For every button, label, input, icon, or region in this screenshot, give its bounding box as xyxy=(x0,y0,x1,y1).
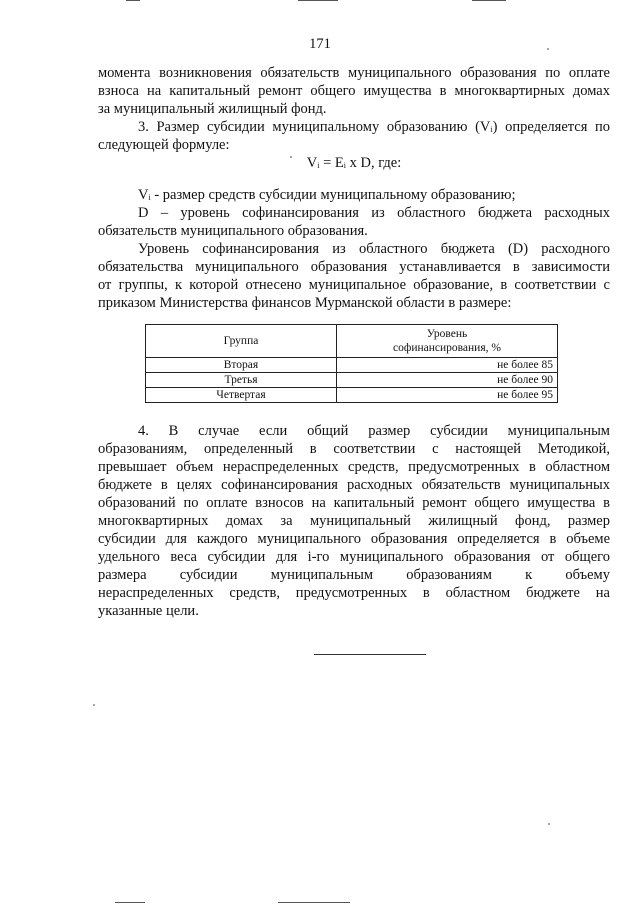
scan-speck xyxy=(290,156,292,158)
paragraph-4-line-8: удельного веса субсидии для i-го муниципального образования от общего xyxy=(98,549,610,565)
paragraph-4-line-11: указанные цели. xyxy=(98,603,199,619)
definition-d-line-1: D – уровень софинансирования из областного бюджета расходных xyxy=(138,205,610,221)
scan-speck xyxy=(547,48,549,50)
paragraph-4-line-3: превышает объем нераспределенных средств, предусмотренных в областном xyxy=(98,459,610,475)
paragraph-4-line-4: бюджете в целях софинансирования расходных обязательств муниципальных xyxy=(98,477,610,493)
scan-artifact-top-left xyxy=(126,0,140,1)
definition-d-line-2: обязательств муниципального образования. xyxy=(98,223,368,239)
paragraph-2-line-2: следующей формуле: xyxy=(98,137,230,153)
header-group: Группа xyxy=(146,325,337,358)
scan-artifact-top-center xyxy=(298,0,338,1)
header-level: Уровень софинансирования, % xyxy=(337,325,558,358)
cell-level: не более 90 xyxy=(337,373,558,388)
paragraph-4-line-5: образований по оплате взносов на капитальный ремонт общего имущества в xyxy=(98,495,610,511)
formula: $V_i = E_i$ x D, где: xyxy=(306,155,402,171)
cell-level: не более 95 xyxy=(337,388,558,403)
paragraph-4-line-2: образованиям, определенный в соответствии с настоящей Методикой, xyxy=(98,441,610,457)
table-row xyxy=(146,373,558,388)
scan-artifact-bottom-center xyxy=(278,902,350,903)
paragraph-4-line-7: субсидии для каждого муниципального образования определяется в объеме xyxy=(98,531,610,547)
paragraph-3-line-2: обязательства муниципального образования устанавливается в зависимости xyxy=(98,259,610,275)
paragraph-1-line-2: взноса на капитальный ремонт общего имущества в многоквартирных домах xyxy=(98,83,610,99)
paragraph-4-line-9: размера субсидии муниципальным образованиям к объему xyxy=(98,567,610,583)
paragraph-4-line-6: многоквартирных домах за муниципальный жилищный фонд, размер xyxy=(98,513,610,529)
paragraph-4-line-10: нераспределенных средств, предусмотренных в областном бюджете на xyxy=(98,585,610,601)
page-number: 171 xyxy=(309,36,331,52)
paragraph-3-line-1: Уровень софинансирования из областного бюджета (D) расходного xyxy=(138,241,610,257)
paragraph-1-line-3: за муниципальный жилищный фонд. xyxy=(98,101,327,117)
scan-speck xyxy=(93,704,95,706)
paragraph-4-line-1: 4. В случае если общий размер субсидии муниципальным xyxy=(138,423,610,439)
paragraph-2-line-1: 3. Размер субсидии муниципальному образованию $(V_i)$ определяется по xyxy=(138,119,611,135)
cell-group: Третья xyxy=(146,373,337,388)
paragraph-3-line-3: от группы, к которой отнесено муниципальное образование, в соответствии с xyxy=(98,277,610,293)
table-row xyxy=(146,388,558,403)
table-row xyxy=(146,358,558,373)
paragraph-1-line-1: момента возникновения обязательств муниципального образования по оплате xyxy=(98,65,610,81)
scan-artifact-top-right xyxy=(472,0,506,1)
cofinancing-table xyxy=(145,324,558,403)
definition-v: $V_i$ - размер средств субсидии муниципальному образованию; xyxy=(138,187,516,203)
cell-group: Вторая xyxy=(146,358,337,373)
scan-speck xyxy=(548,823,550,825)
end-separator-line xyxy=(314,654,426,655)
scan-artifact-bottom-left xyxy=(115,902,145,903)
cell-group: Четвертая xyxy=(146,388,337,403)
cell-level: не более 85 xyxy=(337,358,558,373)
paragraph-3-line-4: приказом Министерства финансов Мурманской области в размере: xyxy=(98,295,512,311)
table-header-row xyxy=(146,325,558,358)
